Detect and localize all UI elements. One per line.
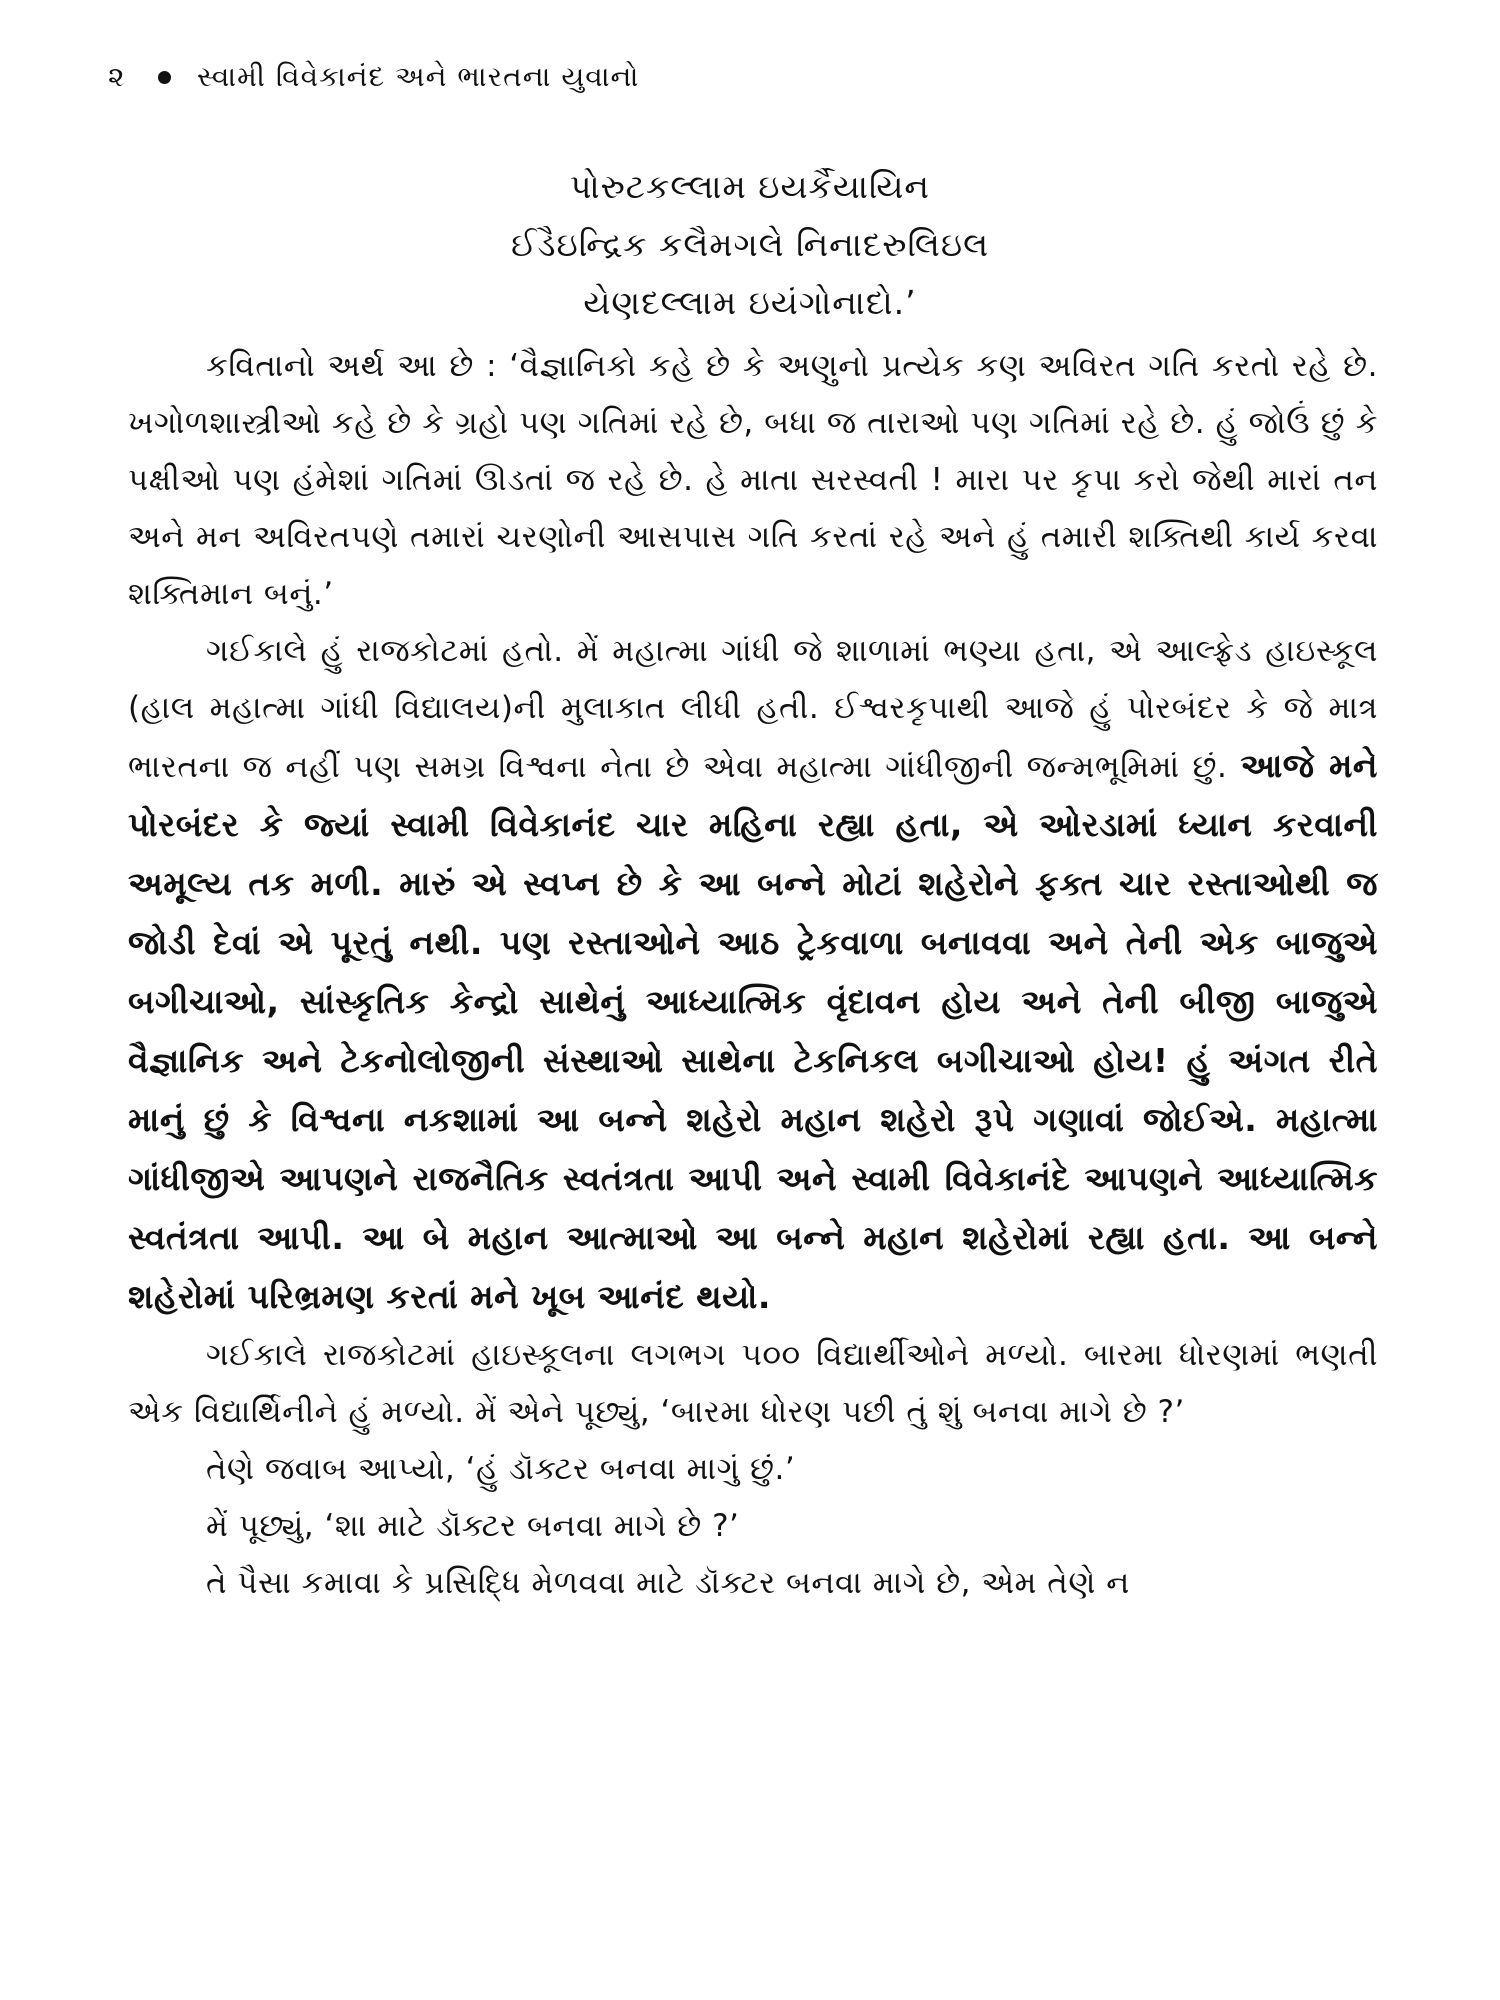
verse-line: પોરુટકલ્લામ ઇયર્કૈયાયિન: [569, 167, 931, 206]
page-number: ૨: [108, 60, 126, 93]
running-header: [108, 52, 639, 102]
paragraph-students: ગઈકાલે રાજકોટમાં હાઇસ્કૂલના લગભગ ૫૦૦ વિદ્યાર્થીઓને મળ્યો. બારમા ધોરણમાં ભણતી એક વિદ્યાર્થિનીને હું મળ્યો. મેં એને પૂછ્યું, ‘બારમા ધોરણ પછી તું શું બનવા માગે છે ?’: [128, 1337, 1378, 1430]
bullet-icon: [158, 71, 171, 84]
paragraph-continuation: તે પૈસા કમાવા કે પ્રસિદ્ધિ મેળવવા માટે ડૉક્ટર બનવા માગે છે, એમ તેણે ન: [206, 1565, 1130, 1601]
paragraph-regular-text: ગઈકાલે હું રાજકોટમાં હતો. મેં મહાત્મા ગાંધી જે શાળામાં ભણ્યા હતા, એ આલ્ફ્રેડ હાઇસ્કૂલ (હાલ મહાત્મા ગાંધી વિદ્યાલય)ની મુલાકાત લીધી હતી. ઈશ્વરકૃપાથી આજે હું પોરબંદર કે જે માત્ર ભારતના જ નહીં પણ સમગ્ર વિશ્વના નેતા છે એવા મહાત્મા ગાંધીજીની જન્મભૂમિમાં છું.: [128, 633, 1378, 785]
dialog-line: તેણે જવાબ આપ્યો, ‘હું ડૉક્ટર બનવા માગું છું.’: [206, 1451, 796, 1487]
verse-line: ઈડૈઇન્દ્રિક કલૈમગલે નિનાદરુલિઇલ: [510, 225, 990, 264]
paragraph-bold-text: આજે મને પોરબંદર કે જ્યાં સ્વામી વિવેકાનંદ ચાર મહિના રહ્યા હતા, એ ઓરડામાં ધ્યાન કરવાની અમૂલ્ય તક મળી. મારું એ સ્વપ્ન છે કે આ બન્ને મોટાં શહેરોને ફક્ત ચાર રસ્તાઓથી જ જોડી દેવાં એ પૂરતું નથી. પણ રસ્તાઓને આઠ ટ્રેકવાળા બનાવવા અને તેની એક બાજુએ બગીચાઓ, સાંસ્કૃતિક કેન્દ્રો સાથેનું આધ્યાત્મિક વૃંદાવન હોય અને તેની બીજી બાજુએ વૈજ્ઞાનિક અને ટેકનોલોજીની સંસ્થાઓ સાથેના ટેકનિકલ બગીચાઓ હોય! હું અંગત રીતે માનું છું કે વિશ્વના નકશામાં આ બન્ને શહેરો મહાન શહેરો રૂપે ગણાવાં જોઈએ. મહાત્મા ગાંધીજીએ આપણને રાજનૈતિક સ્વતંત્રતા આપી અને સ્વામી વિવેકાનંદે આપણને આધ્યાત્મિક સ્વતંત્રતા આપી. આ બે મહાન આત્માઓ આ બન્ને મહાન શહેરોમાં રહ્યા હતા. આ બન્ને શહેરોમાં પરિભ્રમણ કરતાં મને ખૂબ આનંદ થયો.: [128, 746, 1378, 1316]
paragraph-poem-meaning: કવિતાનો અર્થ આ છે : ‘વૈજ્ઞાનિકો કહે છે કે અણુનો પ્રત્યેક કણ અવિરત ગતિ કરતો રહે છે. ખગોળશાસ્ત્રીઓ કહે છે કે ગ્રહો પણ ગતિમાં રહે છે, બધા જ તારાઓ પણ ગતિમાં રહે છે. હું જોઉં છું કે પક્ષીઓ પણ હંમેશાં ગતિમાં ઊડતાં જ રહે છે. હે માતા સરસ્વતી ! મારા પર કૃપા કરો જેથી મારાં તન અને મન અવિરતપણે તમારાં ચરણોની આસપાસ ગતિ કરતાં રહે અને હું તમારી શક્તિથી કાર્ય કરવા શક્તિમાન બનું.’: [128, 348, 1378, 612]
verse-block: [0, 158, 1500, 332]
paragraph-porbandar: [128, 623, 1378, 1327]
body-text: [128, 338, 1378, 1612]
verse-line: યેણદલ્લામ ઇયંગોનાદો.’: [583, 283, 917, 322]
book-title: સ્વામી વિવેકાનંદ અને ભારતના યુવાનો: [197, 60, 640, 93]
dialog-line: મેં પૂછ્યું, ‘શા માટે ડૉક્ટર બનવા માગે છે ?’: [206, 1508, 740, 1544]
